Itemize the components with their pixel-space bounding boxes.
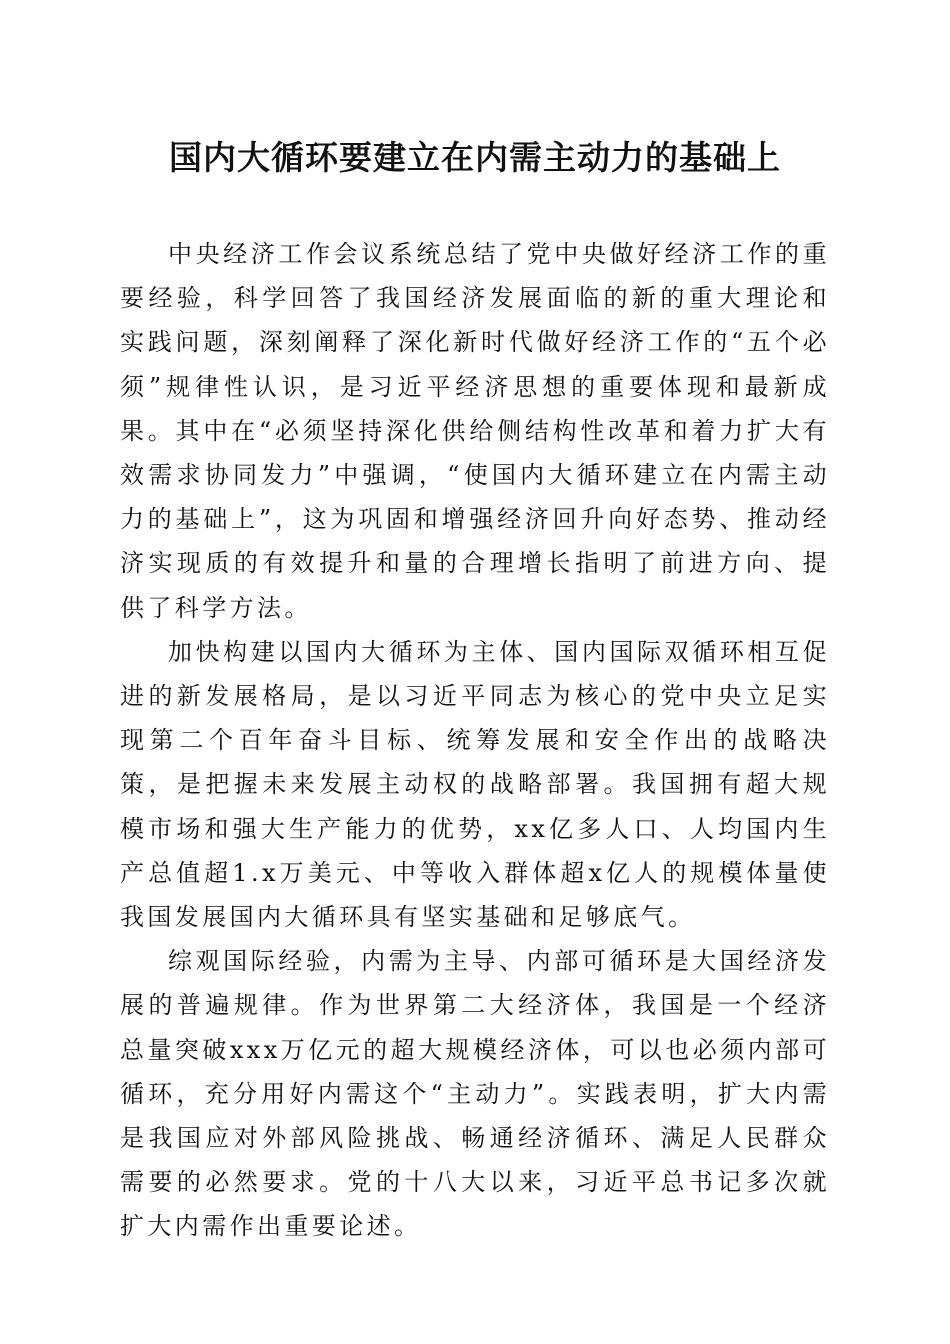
- paragraph-1: 中央经济工作会议系统总结了党中央做好经济工作的重要经验，科学回答了我国经济发展面临的新的重大理论和实践问题，深刻阐释了深化新时代做好经济工作的“五个必须”规律性认识，是习近平经济思想的重要体现和最新成果。其中在“必须坚持深化供给侧结构性改革和着力扩大有效需求协同发力”中强调，“使国内大循环建立在内需主动力的基础上”，这为巩固和增强经济回升向好态势、推动经济实现质的有效提升和量的合理增长指明了前进方向、提供了科学方法。: [120, 240, 830, 622]
- paragraph-2: 加快构建以国内大循环为主体、国内国际双循环相互促进的新发展格局，是以习近平同志为核心的党中央立足实现第二个百年奋斗目标、统筹发展和安全作出的战略决策，是把握未来发展主动权的战略部署。我国拥有超大规模市场和强大生产能力的优势，xx亿多人口、人均国内生产总值超1.x万美元、中等收入群体超x亿人的规模体量使我国发展国内大循环具有坚实基础和足够底气。: [120, 637, 830, 932]
- document-title: 国内大循环要建立在内需主动力的基础上: [169, 138, 781, 177]
- paragraph-3: 综观国际经验，内需为主导、内部可循环是大国经济发展的普遍规律。作为世界第二大经济体，我国是一个经济总量突破xxx万亿元的超大规模经济体，可以也必须内部可循环，充分用好内需这个“主动力”。实践表明，扩大内需是我国应对外部风险挑战、畅通经济循环、满足人民群众需要的必然要求。党的十八大以来，习近平总书记多次就扩大内需作出重要论述。: [120, 947, 830, 1241]
- document-body: [120, 232, 830, 1249]
